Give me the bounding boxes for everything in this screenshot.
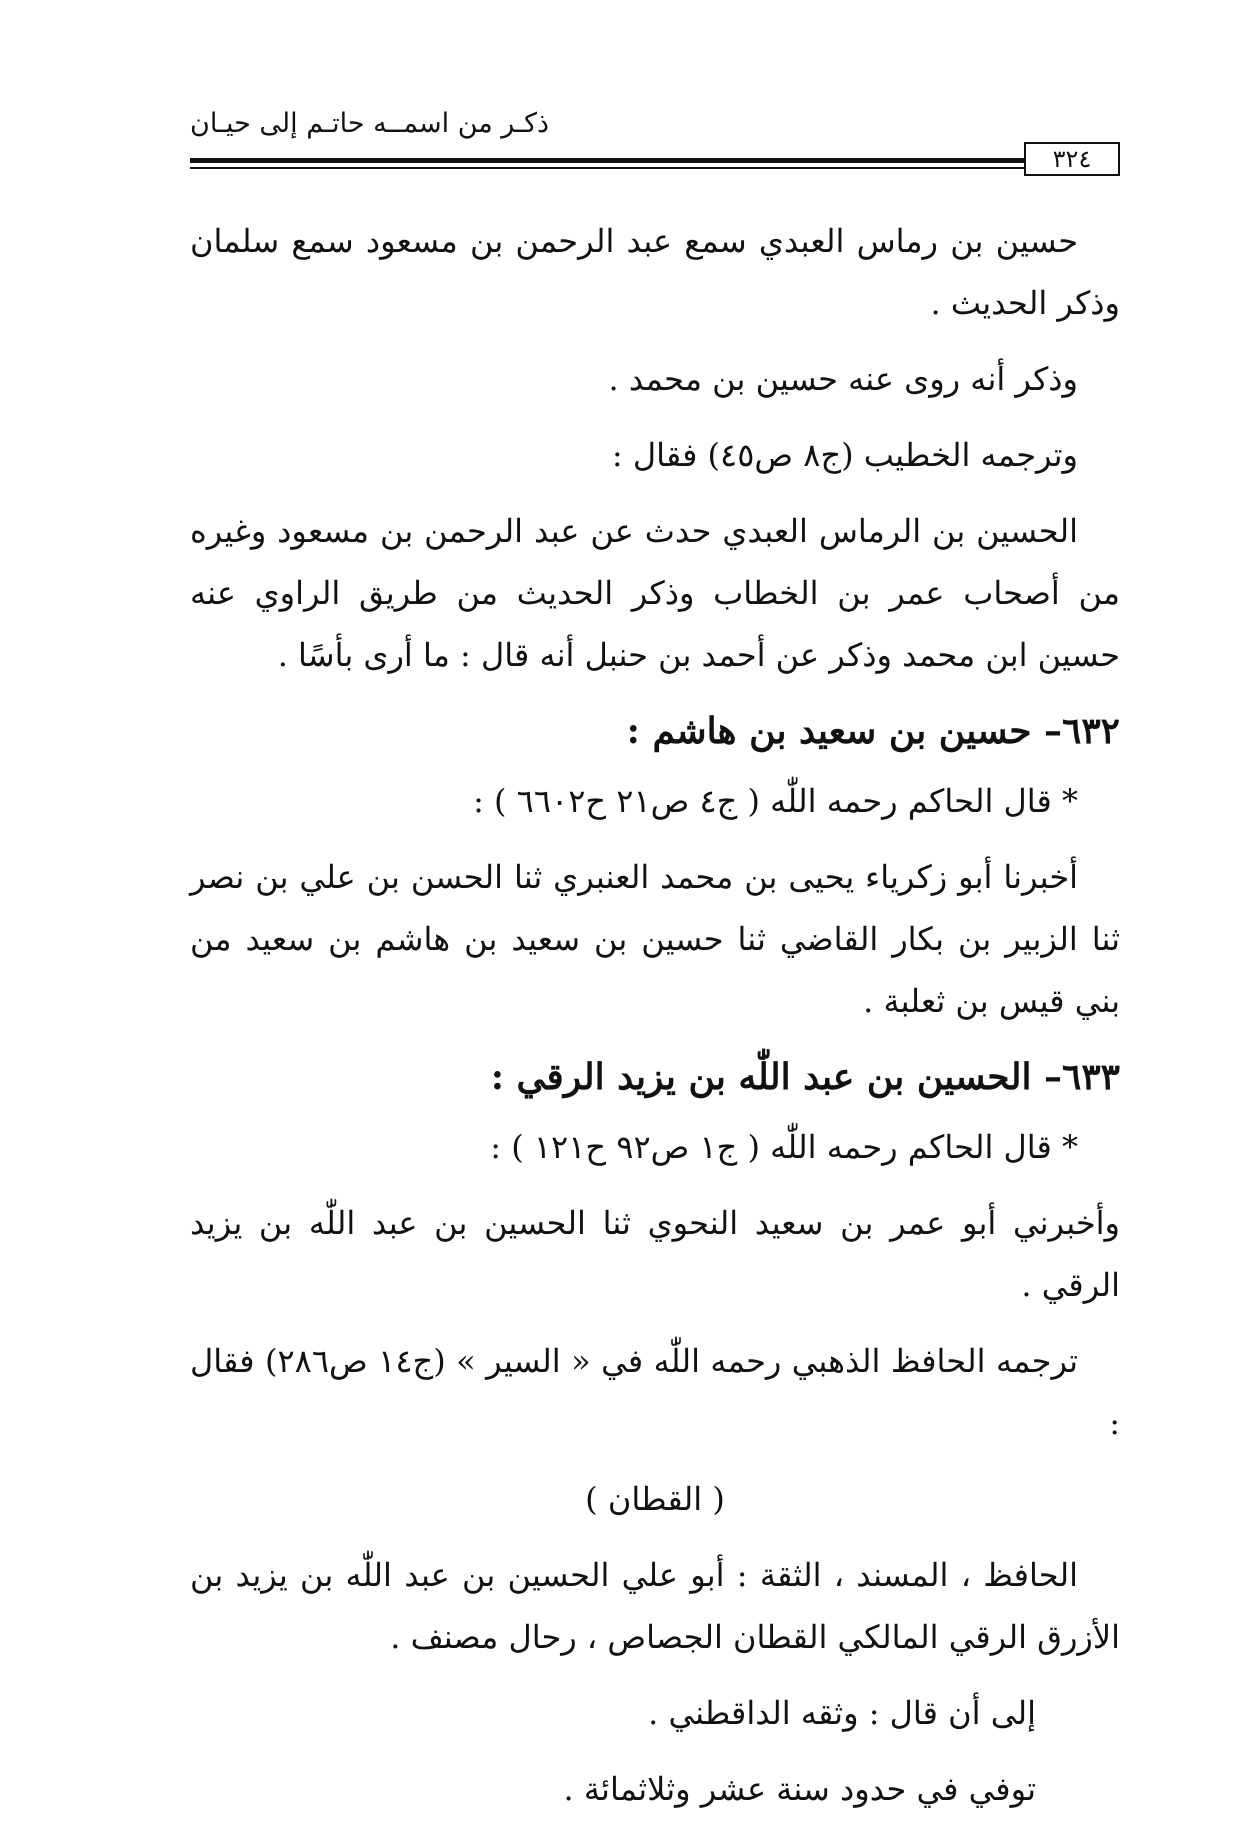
header-rule-thin bbox=[190, 167, 1024, 169]
paragraph: * قال الحاكم رحمه اللّٰه ( ج٤ ص٢١ ح٦٦٠٢ ) : bbox=[473, 782, 1078, 820]
paragraph: حسين بن رماس العبدي سمع عبد الرحمن بن مسعود سمع سلمان وذكر الحديث . bbox=[190, 222, 1120, 322]
page-header bbox=[190, 100, 1120, 180]
paragraph: وترجمه الخطيب (ج٨ ص٤٥) فقال : bbox=[611, 436, 1078, 474]
paragraph: الحسين بن الرماس العبدي حدث عن عبد الرحمن بن مسعود وغيره من أصحاب عمر بن الخطاب وذكر الحديث من طريق الراوي عنه حسين ابن محمد وذكر عن أحمد بن حنبل أنه قال : ما أرى بأسًا . bbox=[190, 512, 1120, 674]
paragraph: ترجمه الحافظ الذهبي رحمه اللّٰه في « السير » (ج١٤ ص٢٨٦) فقال : bbox=[190, 1342, 1120, 1442]
paragraph: وذكر أنه روى عنه حسين بن محمد . bbox=[608, 360, 1078, 398]
entry-heading-633: ٦٣٣– الحسين بن عبد اللّٰه بن يزيد الرقي : bbox=[490, 1056, 1120, 1098]
paragraph: أخبرنا أبو زكرياء يحيى بن محمد العنبري ثنا الحسن بن علي بن نصر ثنا الزبير بن بكار القاضي ثنا حسين بن سعيد بن هاشم بن سعيد من بني قيس بن ثعلبة . bbox=[190, 858, 1121, 1020]
page-body bbox=[190, 210, 1120, 1834]
paragraph: إلى أن قال : وثقه الداقطني . bbox=[648, 1694, 1036, 1732]
paragraph: توفي في حدود سنة عشر وثلاثمائة . bbox=[563, 1770, 1036, 1808]
header-rule-thick bbox=[190, 158, 1024, 163]
paragraph: وأخبرني أبو عمر بن سعيد النحوي ثنا الحسين بن عبد اللّٰه بن يزيد الرقي . bbox=[190, 1204, 1120, 1304]
section-title-qattan: ( القطان ) bbox=[585, 1480, 725, 1518]
entry-heading-632: ٦٣٢– حسين بن سعيد بن هاشم : bbox=[626, 710, 1120, 752]
paragraph: * قال الحاكم رحمه اللّٰه ( ج١ ص٩٢ ح١٢١ ) : bbox=[490, 1128, 1078, 1166]
page-number: ٣٢٤ bbox=[1024, 142, 1120, 176]
paragraph: الحافظ ، المسند ، الثقة : أبو علي الحسين بن عبد اللّٰه بن يزيد بن الأزرق الرقي المالكي القطان الجصاص ، رحال مصنف . bbox=[190, 1556, 1120, 1656]
running-title: ذكـر من اسمــه حاتـم إلى حيـان bbox=[190, 108, 549, 139]
